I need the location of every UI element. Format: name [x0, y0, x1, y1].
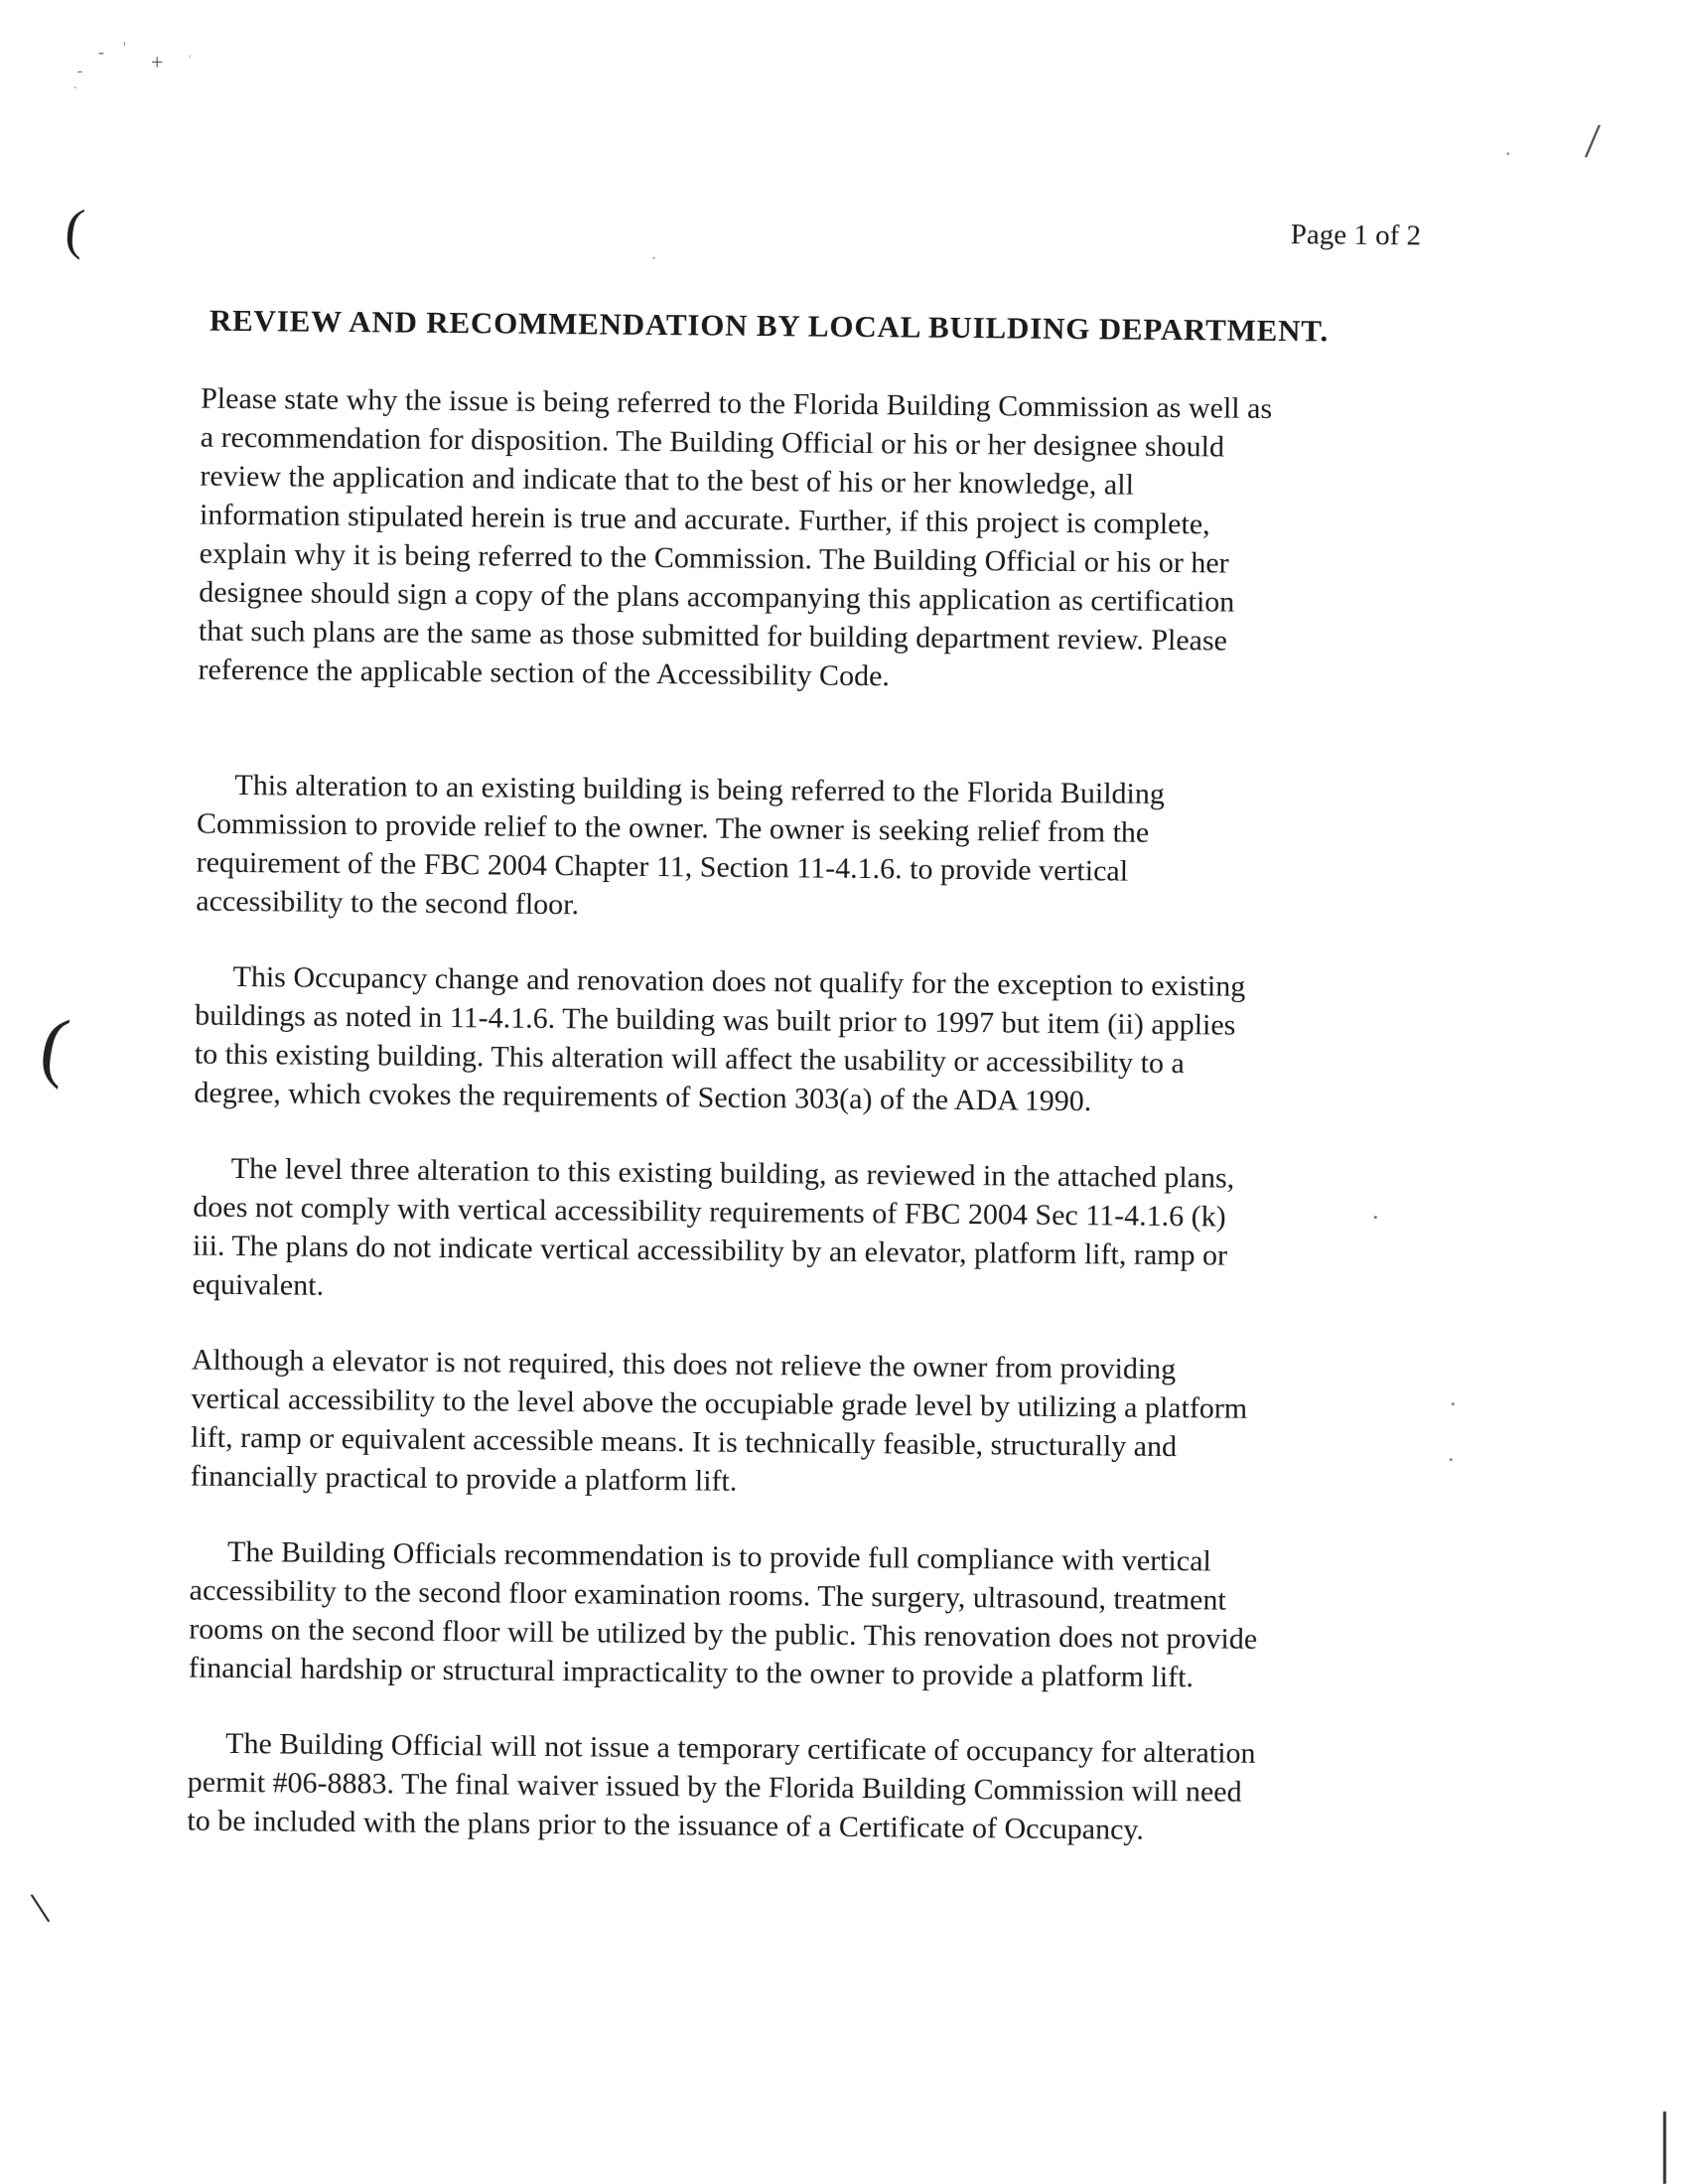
slash-scan-mark-top-right: /	[1584, 111, 1602, 169]
speckle-mark: .	[1450, 1383, 1457, 1411]
speckle-mark: -	[77, 64, 82, 79]
speckle-mark: .	[1372, 1196, 1379, 1225]
speckle-mark: -	[98, 42, 104, 62]
vertical-line-scan-mark-bottom-right	[1663, 2111, 1666, 2184]
paragraph-elevator-not-required: Although a elevator is not required, this does not relieve the owner from providing vertical accessibility to the level above the occupiable grade level by utilizing a platform lift, ramp or equivalent accessible means. It is technically feasible, structurally and financially practical to provide a platform lift.	[190, 1343, 1248, 1498]
speckle-mark: '	[123, 40, 126, 57]
paragraph-certificate-of-occupancy: The Building Official will not issue a temporary certificate of occupancy for alteration permit #06-8883. The final waiver issued by the Florida Building Commission will need to be included with the plans prior to the issuance of a Certificate of Occupancy.	[187, 1726, 1256, 1846]
paren-scan-mark-top-left: (	[62, 198, 87, 261]
speckle-mark: .	[651, 242, 656, 264]
speckle-mark: +	[151, 50, 164, 74]
paragraph-referral: This alteration to an existing building is being referred to the Florida Building Commission to provide relief to the owner. The owner is seeking relief from the requirement of the FBC 2004 Chapter 11, Section 11-4.1.6. to provide vertical accessibility to the second floor.	[196, 768, 1166, 922]
speckle-mark: .	[1505, 135, 1511, 160]
speckle-mark: '	[189, 52, 192, 67]
paren-scan-mark-mid-left: (	[34, 1000, 75, 1091]
hook-scan-mark-bottom-left: \	[27, 1881, 53, 1934]
page-number: Page 1 of 2	[1290, 218, 1422, 252]
speckle-mark: .	[1448, 1438, 1455, 1467]
speckle-mark: .	[73, 77, 77, 92]
document-title: REVIEW AND RECOMMENDATION BY LOCAL BUILDING DEPARTMENT.	[209, 302, 1330, 349]
document-body	[187, 379, 1536, 1890]
paragraph-instructions: Please state why the issue is being referred to the Florida Building Commission as well as a recommendation for disposition. The Building Official or his or her designee should review the application and indicate that to the best of his or her knowledge, all information stipulated herein is true and accurate. Further, if this project is complete, explain why it is being referred to the Commission. The Building Official or his or her designee should sign a copy of the plans accompanying this application as certification that such plans are the same as those submitted for building department review. Please reference the applicable section of the Accessibility Code.	[198, 381, 1273, 693]
paragraph-level-three-alteration: The level three alteration to this existing building, as reviewed in the attached plans, does not comply with vertical accessibility requirements of FBC 2004 Sec 11-4.1.6 (k) iii. The plans do not indicate vertical accessibility by an elevator, platform lift, ramp or equivalent.	[192, 1151, 1235, 1302]
paragraph-occupancy-change: This Occupancy change and renovation does not qualify for the exception to existing buildings as noted in 11-4.1.6. The building was built prior to 1997 but item (ii) applies to this existing building. This alteration will affect the usability or accessibility to a degree, which cvokes the requirements of Section 303(a) of the ADA 1990.	[194, 959, 1246, 1118]
paragraph-recommendation: The Building Officials recommendation is to provide full compliance with vertical accessibility to the second floor examination rooms. The surgery, ultrasound, treatment rooms on the second floor will be utilized by the public. This renovation does not provide financial hardship or structural impracticality to the owner to provide a platform lift.	[188, 1534, 1258, 1694]
